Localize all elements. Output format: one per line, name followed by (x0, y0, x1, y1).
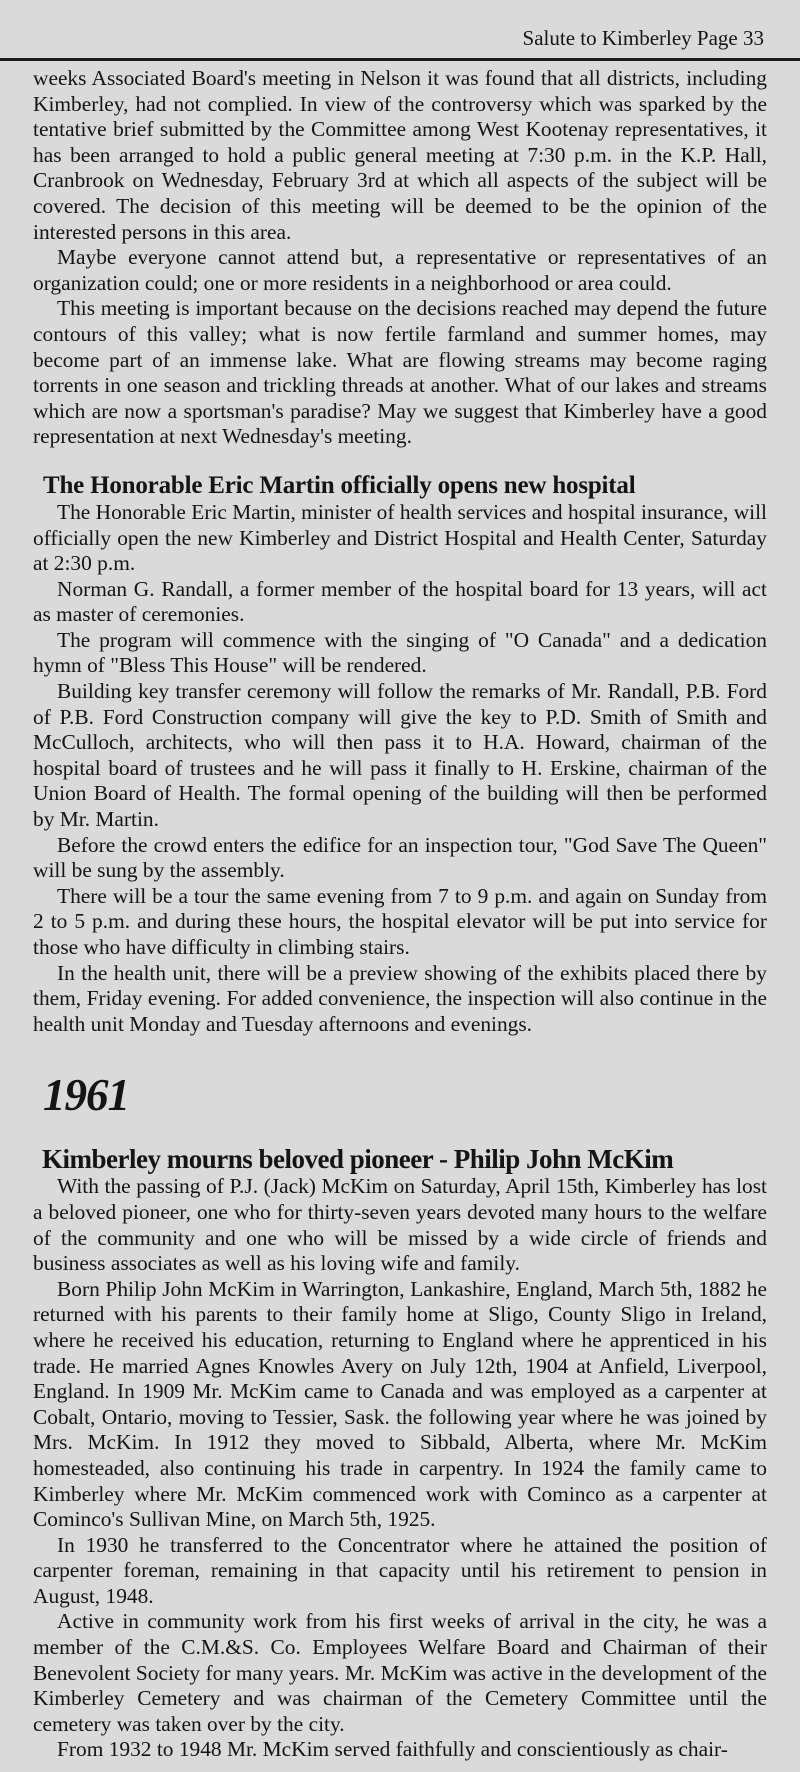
paragraph: Maybe everyone cannot attend but, a representative or representatives of an organization could; one or more residents in a neighborhood or area could. (33, 245, 767, 295)
paragraph: weeks Associated Board's meeting in Nelson it was found that all districts, including Kimberley, had not complied. In view of the controversy which was sparked by the tentative brief submitted by the Committee among West Kootenay representatives, it has been arranged to hold a public general meeting at 7:30 p.m. in the K.P. Hall, Cranbrook on Wednesday, February 3rd at which all aspects of the subject will be covered. The decision of this meeting will be deemed to be the opinion of the interested persons in this area. (33, 66, 767, 244)
paragraph: Building key transfer ceremony will follow the remarks of Mr. Randall, P.B. Ford of P.B. Ford Construction company will give the key to P.D. Smith of Smith and McCulloch, architects, who will then pass it to H.A. Howard, chairman of the hospital board of trustees and he will pass it finally to H. Erskine, chairman of the Union Board of Health. The formal opening of the building will then be performed by Mr. Martin. (33, 679, 767, 832)
paragraph: Before the crowd enters the edifice for an inspection tour, "God Save The Queen" will be sung by the assembly. (33, 832, 767, 883)
article-headline: Kimberley mourns beloved pioneer - Philip John McKim (42, 1144, 674, 1175)
article-body (33, 66, 767, 1763)
paragraph: Born Philip John McKim in Warrington, Lankashire, England, March 5th, 1882 he returned with his parents to their family home at Sligo, County Sligo in Ireland, where he received his education, returning to England where he apprenticed in his trade. He married Agnes Knowles Avery on July 12th, 1904 at Anfield, Liverpool, England. In 1909 Mr. McKim came to Canada and was employed as a carpenter at Cobalt, Ontario, moving to Tessier, Sask. the following year where he was joined by Mrs. McKim. In 1912 they moved to Sibbald, Alberta, where Mr. McKim homesteaded, also continuing his trade in carpentry. In 1924 the family came to Kimberley where Mr. McKim commenced work with Cominco as a carpenter at Cominco's Sullivan Mine, on March 5th, 1925. (33, 1276, 767, 1532)
paragraph: In 1930 he transferred to the Concentrator where he attained the position of carpenter foreman, remaining in that capacity until his retirement to pension in August, 1948. (33, 1532, 767, 1608)
paragraph: Norman G. Randall, a former member of the hospital board for 13 years, will act as master of ceremonies. (33, 576, 767, 627)
meeting-article (33, 66, 767, 450)
paragraph: From 1932 to 1948 Mr. McKim served faithfully and conscientiously as chair- (57, 1737, 728, 1762)
obituary-article (33, 1145, 767, 1763)
year-heading: 1961 (43, 1070, 129, 1121)
paragraph: Active in community work from his first weeks of arrival in the city, he was a member of the C.M.&S. Co. Employees Welfare Board and Chairman of their Benevolent Society for many years. Mr. McKim was active in the development of the Kimberley Cemetery and was chairman of the Cemetery Committee until the cemetery was taken over by the city. (33, 1609, 767, 1736)
article-headline: The Honorable Eric Martin officially opens new hospital (43, 471, 636, 499)
paragraph: The Honorable Eric Martin, minister of health services and hospital insurance, will officially open the new Kimberley and District Hospital and Health Center, Saturday at 2:30 p.m. (33, 499, 767, 576)
paragraph: This meeting is important because on the decisions reached may depend the future contours of this valley; what is now fertile farmland and summer homes, may become part of an immense lake. What are flowing streams may become raging torrents in one season and trickling threads at another. What of our lakes and streams which are now a sportsman's paradise? May we suggest that Kimberley have a good representation at next Wednesday's meeting. (33, 296, 767, 449)
paragraph: With the passing of P.J. (Jack) McKim on Saturday, April 15th, Kimberley has lost a beloved pioneer, one who for thirty-seven years devoted many hours to the welfare of the community and one who will be missed by a wide circle of friends and business associates as well as his loving wife and family. (33, 1174, 767, 1276)
paragraph: In the health unit, there will be a preview showing of the exhibits placed there by them, Friday evening. For added convenience, the inspection will also continue in the health unit Monday and Tuesday afternoons and evenings. (33, 960, 767, 1036)
paragraph: The program will commence with the singing of "O Canada" and a dedication hymn of "Bless This House" will be rendered. (33, 627, 767, 678)
header-rule (0, 58, 800, 61)
paragraph: There will be a tour the same evening from 7 to 9 p.m. and again on Sunday from 2 to 5 p.m. and during these hours, the hospital elevator will be put into service for those who have difficulty in climbing stairs. (33, 883, 767, 959)
hospital-article (33, 471, 767, 1037)
running-header: Salute to Kimberley Page 33 (522, 26, 764, 50)
